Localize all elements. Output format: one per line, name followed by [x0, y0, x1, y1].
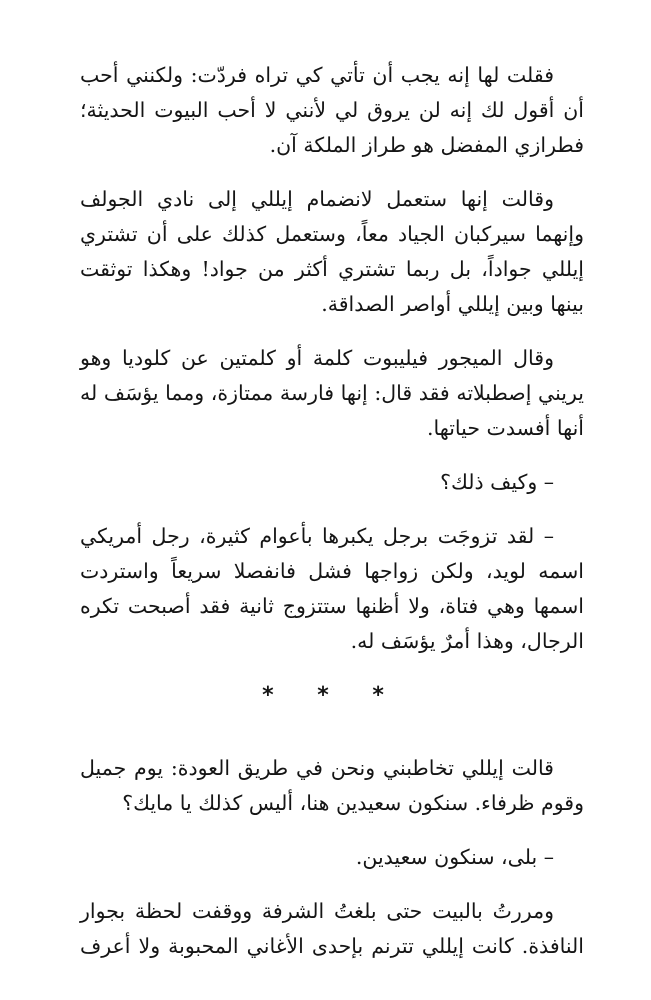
section-separator: * * * [262, 683, 402, 708]
dialogue-line [80, 465, 584, 500]
paragraph [80, 751, 584, 821]
text-line: إيللي جواداً، بل ربما تشتري أكثر من جواد! وهكذا توثقت [80, 257, 584, 281]
text-line: ومررتُ بالبيت حتى بلغتُ الشرفة ووقفت لحظة بجوار [80, 899, 554, 923]
text-line: بينها وبين إيللي أواصر الصداقة. [321, 292, 584, 316]
text-line: وإنهما سيركبان الجياد معاً، وستعمل كذلك على أن تشتري [80, 222, 584, 246]
paragraph [80, 341, 584, 446]
dialogue-line [80, 840, 584, 875]
text-line: الرجال، وهذا أمرٌ يؤسَف له. [350, 629, 584, 653]
paragraph [80, 182, 584, 322]
text-line: وقال الميجور فيليبوت كلمة أو كلمتين عن كلوديا وهو [80, 346, 554, 370]
paragraph [80, 894, 584, 964]
text-line: أنها أفسدت حياتها. [427, 416, 584, 440]
text-line: فطرازي المفضل هو طراز الملكة آن. [269, 133, 584, 157]
text-line: فقلت لها إنه يجب أن تأتي كي تراه فردّت: ولكنني أحب [80, 63, 554, 87]
text-line: النافذة. كانت إيللي تترنم بإحدى الأغاني المحبوبة ولا أعرف [80, 934, 584, 958]
paragraph [80, 58, 584, 163]
text-line: أن أقول لك إنه لن يروق لي لأنني لا أحب البيوت الحديثة؛ [80, 98, 584, 122]
book-page [80, 58, 584, 983]
text-line: يريني إصطبلاته فقد قال: إنها فارسة ممتازة، ومما يؤسَف له [80, 381, 584, 405]
text-line: قالت إيللي تخاطبني ونحن في طريق العودة: يوم جميل [80, 756, 554, 780]
dialogue-paragraph [80, 519, 584, 659]
text-line: وقالت إنها ستعمل لانضمام إيللي إلى نادي الجولف [80, 187, 554, 211]
text-line: اسمها وهي فتاة، ولا أظنها ستتزوج ثانية فقد أصبحت تكره [80, 594, 584, 618]
text-line: وقوم ظرفاء. سنكون سعيدين هنا، أليس كذلك يا مايك؟ [122, 791, 584, 815]
text-line: اسمه لويد، ولكن زواجها فشل فانفصلا سريعاً واستردت [80, 559, 584, 583]
text-line: – وكيف ذلك؟ [440, 470, 554, 494]
text-line: – لقد تزوجَت برجل يكبرها بأعوام كثيرة، رجل أمريكي [80, 524, 554, 548]
text-line: – بلى، سنكون سعيدين. [355, 845, 554, 869]
